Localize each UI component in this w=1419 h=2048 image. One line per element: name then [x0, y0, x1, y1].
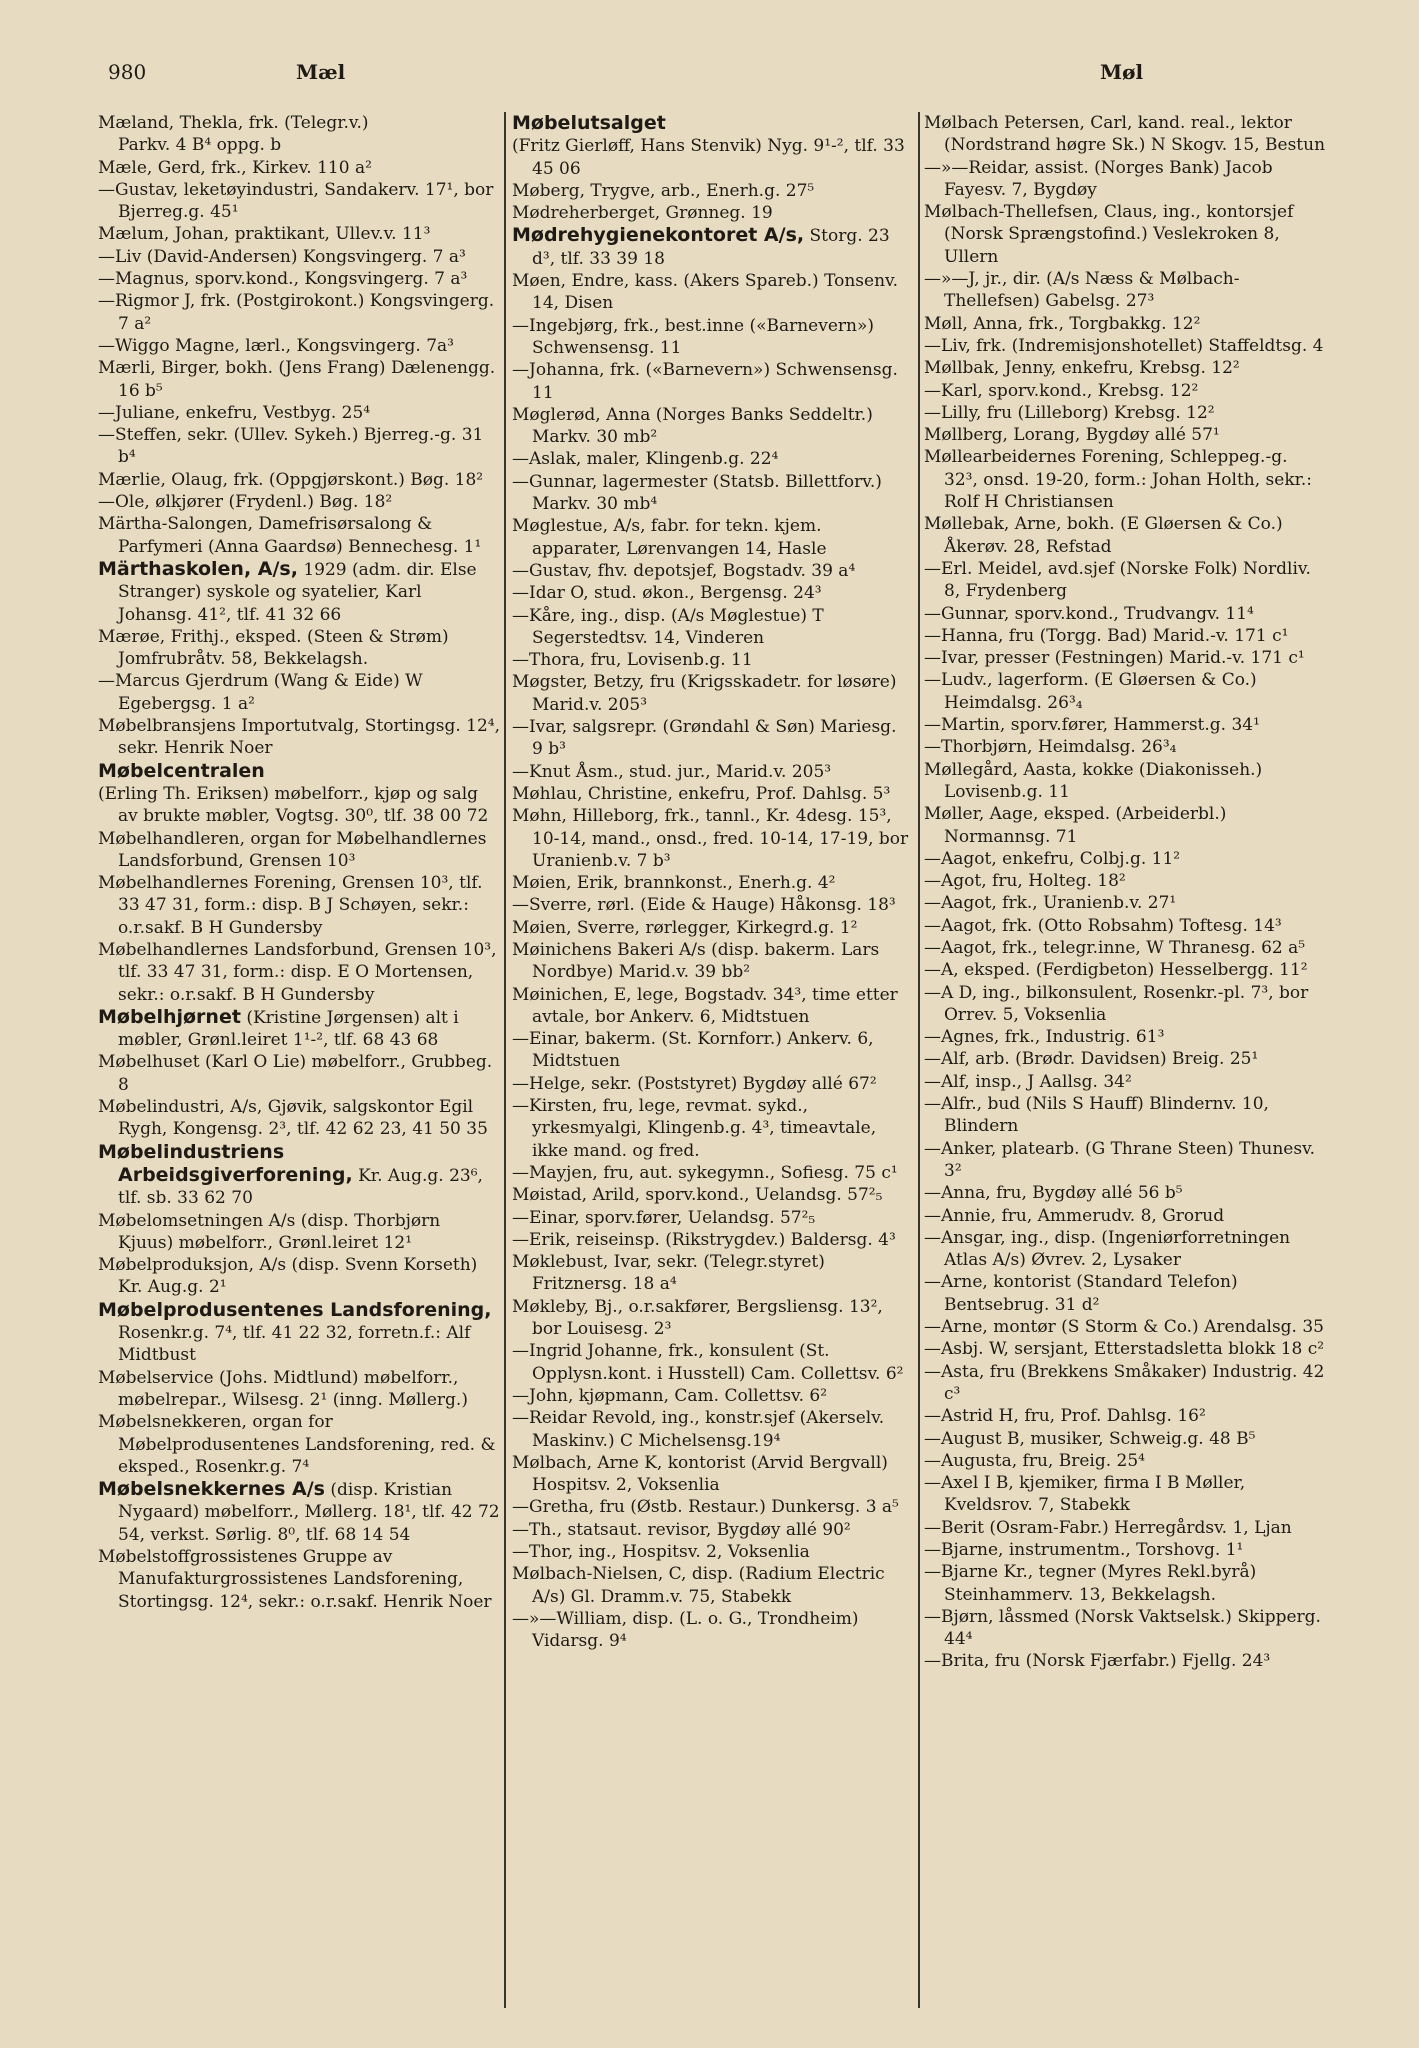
directory-entry: —Helge, sekr. (Poststyret) Bygdøy allé 67²: [512, 1073, 877, 1094]
directory-entry: Mødreherberget, Grønneg. 19: [512, 203, 773, 224]
directory-entry: —Kåre, ing., disp. (A/s Møglestue) T Segerstedtsv. 14, Vinderen: [512, 605, 824, 648]
directory-entry: Møhlau, Christine, enkefru, Prof. Dahlsg. 5³: [512, 783, 891, 804]
directory-entry: [98, 1478, 500, 1546]
directory-entry: —Kirsten, fru, lege, revmat. sykd., yrkesmyalgi, Klingenb.g. 4³, timeavtale, ikke mand. og fred.: [512, 1096, 877, 1161]
directory-entry: —Marcus Gjerdrum (Wang & Eide) W Egebergsg. 1 a²: [98, 671, 423, 714]
directory-entry: Märtha-Salongen, Damefrisørsalong & Parfymeri (Anna Gaardsø) Bennechesg. 1¹: [98, 514, 482, 557]
running-head-right: Møl: [1100, 60, 1144, 84]
directory-entry: —August B, musiker, Schweig.g. 48 B⁵: [924, 1428, 1256, 1449]
directory-entry: Mælum, Johan, praktikant, Ullev.v. 11³: [98, 224, 431, 245]
column-1: [98, 112, 500, 2017]
directory-entry: Møglestue, A/s, fabr. for tekn. kjem. apparater, Lørenvangen 14, Hasle: [512, 516, 827, 559]
directory-entry: —Ludv., lagerform. (E Gløersen & Co.) Heimdalsg. 26³₄: [924, 670, 1257, 713]
directory-entry: Møbelhandleren, organ for Møbelhandlernes Landsforbund, Grensen 10³: [98, 828, 487, 871]
directory-entry: —Agot, fru, Holteg. 18²: [924, 871, 1126, 892]
directory-entry: —Asbj. W, sersjant, Etterstadsletta blokk 18 c²: [924, 1339, 1325, 1360]
directory-entry: —Einar, bakerm. (St. Kornforr.) Ankerv. 6, Midtstuen: [512, 1029, 874, 1072]
directory-entry: Møinichens Bakeri A/s (disp. bakerm. Lars Nordbye) Marid.v. 39 bb²: [512, 939, 880, 983]
directory-entry: [98, 558, 500, 626]
directory-entry: —Anna, fru, Bygdøy allé 56 b⁵: [924, 1183, 1183, 1204]
directory-entry: [98, 1006, 500, 1052]
directory-entry: Møklebust, Ivar, sekr. (Telegr.styret) Fritznersg. 18 a⁴: [512, 1252, 825, 1295]
directory-entry: —Alfr., bud (Nils S Hauff) Blindernv. 10, Blindern: [924, 1094, 1269, 1137]
directory-entry: —Lilly, fru (Lilleborg) Krebsg. 12²: [924, 402, 1215, 423]
entry-heading: Møbelcentralen: [98, 759, 265, 782]
directory-entry: Mølbach-Nielsen, C, disp. (Radium Electric A/s) Gl. Dramm.v. 75, Stabekk: [512, 1564, 885, 1607]
directory-entry: Møbelbransjens Importutvalg, Stortingsg. 12⁴, sekr. Henrik Noer: [98, 716, 500, 759]
directory-entry: Møberg, Trygve, arb., Enerh.g. 27⁵: [512, 180, 815, 201]
directory-entry: Møbelstoffgrossistenes Gruppe av Manufakturgrossistenes Landsforening, Stortingsg. 12⁴, sekr.: o.r.sakf. Henrik Noer: [98, 1547, 492, 1612]
directory-entry: —Ingrid Johanne, frk., konsulent (St. Opplysn.kont. i Husstell) Cam. Collettsv. 6²: [512, 1341, 904, 1384]
directory-entry: —A, eksped. (Ferdigbeton) Hesselbergg. 11²: [924, 960, 1308, 981]
directory-entry: [98, 1299, 500, 1367]
directory-entry: Mæland, Thekla, frk. (Telegr.v.) Parkv. 4 B⁴ oppg. b: [98, 113, 369, 156]
directory-entry: —Ansgar, ing., disp. (Ingeniørforretningen Atlas A/s) Øvrev. 2, Lysaker: [924, 1227, 1291, 1271]
directory-entry: —Gustav, leketøyindustri, Sandakerv. 17¹, bor Bjerreg.g. 45¹: [98, 179, 494, 223]
entry-text: Rosenkr.g. 7⁴, tlf. 41 22 32, forretn.f.: Alf Midtbust: [118, 1323, 471, 1366]
directory-entry: —Annie, fru, Ammerudv. 8, Grorud: [924, 1205, 1225, 1226]
directory-entry: Mærlie, Olaug, frk. (Oppgjørskont.) Bøg. 18²: [98, 469, 484, 490]
directory-entry: —Arne, montør (S Storm & Co.) Arendalsg. 35: [924, 1317, 1324, 1338]
directory-entry: —Mayjen, fru, aut. sykegymn., Sofiesg. 75 c¹: [512, 1162, 898, 1183]
entry-heading: Møbelprodusentenes Landsforening,: [98, 1298, 492, 1321]
directory-entry: Møbelhandlernes Landsforbund, Grensen 10³, tlf. 33 47 31, form.: disp. E O Mortensen, sekr.: o.r.sakf. B H Gundersby: [98, 939, 497, 1005]
column-divider: [504, 112, 506, 2008]
directory-entry: —Gretha, fru (Østb. Restaur.) Dunkersg. 3 a⁵: [512, 1497, 899, 1518]
directory-entry: Møbelproduksjon, A/s (disp. Svenn Korseth) Kr. Aug.g. 2¹: [98, 1255, 478, 1298]
directory-entry: Møhn, Hilleborg, frk., tannl., Kr. 4desg. 15³, 10-14, mand., onsd., fred. 10-14, 17-19, bor Uranienb.v. 7 b³: [512, 806, 909, 871]
entry-heading: Møbelindustriens Arbeidsgiverforening,: [98, 1140, 353, 1186]
directory-entry: —Augusta, fru, Breig. 25⁴: [924, 1450, 1145, 1471]
directory-entry: —Gustav, fhv. depotsjef, Bogstadv. 39 a⁴: [512, 560, 856, 581]
directory-entry: —Karl, sporv.kond., Krebsg. 12²: [924, 380, 1199, 401]
directory-entry: Mæle, Gerd, frk., Kirkev. 110 a²: [98, 157, 372, 178]
directory-entry: —Magnus, sporv.kond., Kongsvingerg. 7 a³: [98, 269, 468, 290]
directory-entry: —Johanna, frk. («Barnevern») Schwensensg. 11: [512, 360, 898, 403]
directory-entry: —Agnes, frk., Industrig. 61³: [924, 1027, 1165, 1048]
directory-entry: —Aagot, frk., telegr.inne, W Thranesg. 62 a⁵: [924, 937, 1306, 958]
directory-entry: Møbelservice (Johs. Midtlund) møbelforr., møbelrepar., Wilsesg. 2¹ (inng. Møllerg.): [98, 1367, 468, 1410]
directory-entry: Mærøe, Frithj., eksped. (Steen & Strøm) Jomfrubråtv. 58, Bekkelagsh.: [98, 626, 449, 670]
directory-entry: Møbelhandlernes Forening, Grensen 10³, tlf. 33 47 31, form.: disp. B J Schøyen, sekr.: o.r.sakf. B H Gundersby: [98, 873, 483, 938]
directory-entry: —Anker, platearb. (G Thrane Steen) Thunesv. 3²: [924, 1138, 1316, 1181]
directory-entry: —Arne, kontorist (Standard Telefon) Bentsebrug. 31 d²: [924, 1272, 1238, 1315]
directory-entry: —Ingebjørg, frk., best.inne («Barnevern») Schwensensg. 11: [512, 315, 875, 358]
directory-entry: —Thor, ing., Hospitsv. 2, Voksenlia: [512, 1542, 810, 1562]
directory-entry: —Aagot, frk. (Otto Robsahm) Toftesg. 14³: [924, 915, 1282, 936]
directory-entry: —Einar, sporv.fører, Uelandsg. 57²₅: [512, 1207, 816, 1228]
directory-entry: Møllberg, Lorang, Bygdøy allé 57¹: [924, 425, 1220, 446]
directory-entry: —Alf, arb. (Brødr. Davidsen) Breig. 25¹: [924, 1049, 1259, 1070]
entry-text: Kr. Aug.g. 23⁶, tlf. sb. 33 62 70: [118, 1165, 483, 1209]
directory-entry: Møller, Aage, eksped. (Arbeiderbl.) Normannsg. 71: [924, 804, 1227, 847]
directory-entry: —Liv, frk. (Indremisjonshotellet) Staffeldtsg. 4: [924, 335, 1324, 356]
directory-entry: —Th., statsaut. revisor, Bygdøy allé 90²: [512, 1519, 851, 1540]
directory-entry: [98, 1141, 500, 1210]
entry-heading: Møbelhjørnet: [98, 1005, 241, 1028]
directory-entry: Møllearbeidernes Forening, Schleppeg.-g. 32³, onsd. 19-20, form.: Johan Holth, sekr.: Rolf H Christiansen: [924, 447, 1313, 513]
directory-entry: Mærli, Birger, bokh. (Jens Frang) Dælenengg. 16 b⁵: [98, 358, 496, 401]
directory-entry: Møll, Anna, frk., Torgbakkg. 12²: [924, 313, 1201, 334]
entry-text: 1929 (adm. dir. Else Stranger) syskole og syatelier, Karl Johansg. 41², tlf. 41 32 66: [118, 559, 477, 625]
directory-entry: (Erling Th. Eriksen) møbelforr., kjøp og salg av brukte møbler, Vogtsg. 30⁰, tlf. 38 00 72: [98, 783, 489, 827]
directory-entry: Møglerød, Anna (Norges Banks Seddeltr.) Markv. 30 mb²: [512, 404, 873, 448]
entry-heading: Märthaskolen, A/s,: [98, 557, 298, 580]
directory-entry: Møbelsnekkeren, organ for Møbelprodusentenes Landsforening, red. & eksped., Rosenkr.g. 7⁴: [98, 1412, 496, 1477]
directory-entry: —Wiggo Magne, lærl., Kongsvingerg. 7a³: [98, 335, 454, 356]
directory-entry: —Aslak, maler, Klingenb.g. 22⁴: [512, 449, 779, 470]
directory-entry: Møkleby, Bj., o.r.sakfører, Bergsliensg. 13², bor Louisesg. 2³: [512, 1296, 883, 1340]
directory-entry: Møbelindustri, A/s, Gjøvik, salgskontor Egil Rygh, Kongensg. 2³, tlf. 42 62 23, 41 50 35: [98, 1097, 488, 1140]
directory-entry: —Gunnar, lagermester (Statsb. Billettforv.) Markv. 30 mb⁴: [512, 471, 882, 515]
directory-entry: (Fritz Gierløff, Hans Stenvik) Nyg. 9¹-², tlf. 33 45 06: [512, 136, 905, 179]
directory-entry: —Sverre, rørl. (Eide & Hauge) Håkonsg. 18³: [512, 895, 896, 916]
directory-entry: —Thorbjørn, Heimdalsg. 26³₄: [924, 737, 1177, 758]
directory-entry: Møllegård, Aasta, kokke (Diakonisseh.) Lovisenb.g. 11: [924, 759, 1263, 802]
entry-heading: Møbelutsalget: [512, 112, 666, 134]
column-divider: [918, 112, 920, 2008]
entry-text: (disp. Kristian Nygaard) møbelforr., Møllerg. 18¹, tlf. 42 72 54, verkst. Sørlig. 8⁰, tlf. 68 14 54: [118, 1480, 500, 1545]
directory-entry: Møinichen, E, lege, Bogstadv. 34³, time etter avtale, bor Ankerv. 6, Midtstuen: [512, 984, 898, 1027]
directory-entry: —Aagot, enkefru, Colbj.g. 11²: [924, 848, 1181, 869]
directory-entry: —Steffen, sekr. (Ullev. Sykeh.) Bjerreg.-g. 31 b⁴: [98, 425, 484, 468]
directory-entry: —Berit (Osram-Fabr.) Herregårdsv. 1, Ljan: [924, 1517, 1292, 1538]
directory-entry: —Ivar, salgsrepr. (Grøndahl & Søn) Mariesg. 9 b³: [512, 717, 897, 760]
directory-entry: —Gunnar, sporv.kond., Trudvangv. 11⁴: [924, 603, 1254, 624]
directory-entry: —Knut Åsm., stud. jur., Marid.v. 205³: [512, 761, 832, 782]
directory-entry: Møgster, Betzy, fru (Krigsskadetr. for løsøre) Marid.v. 205³: [512, 672, 897, 715]
directory-entry: [512, 112, 912, 135]
directory-entry: —John, kjøpmann, Cam. Collettsv. 6²: [512, 1385, 828, 1406]
directory-entry: —Alf, insp., J Aallsg. 34²: [924, 1071, 1132, 1092]
entry-text: (Kristine Jørgensen) alt i møbler, Grønl.leiret 1¹-², tlf. 68 43 68: [118, 1007, 459, 1051]
directory-entry: —Martin, sporv.fører, Hammerst.g. 34¹: [924, 715, 1260, 736]
directory-entry: Møllebak, Arne, bokh. (E Gløersen & Co.) Åkerøv. 28, Refstad: [924, 514, 1283, 557]
directory-entry: —Hanna, fru (Torgg. Bad) Marid.-v. 171 c¹: [924, 625, 1289, 646]
directory-entry: —Brita, fru (Norsk Fjærfabr.) Fjellg. 24³: [924, 1651, 1271, 1672]
directory-entry: Møbelhuset (Karl O Lie) møbelforr., Grubbeg. 8: [98, 1052, 493, 1095]
directory-entry: Mølbach-Thellefsen, Claus, ing., kontorsjef (Norsk Sprængstofind.) Veslekroken 8, Ullern: [924, 202, 1294, 267]
directory-entry: Møistad, Arild, sporv.kond., Uelandsg. 57²₅: [512, 1185, 883, 1206]
directory-entry: —Reidar Revold, ing., konstr.sjef (Akerselv. Maskinv.) C Michelsensg.19⁴: [512, 1408, 885, 1451]
directory-entry: Møien, Sverre, rørlegger, Kirkegrd.g. 1²: [512, 917, 858, 938]
directory-entry: —Idar O, stud. økon., Bergensg. 24³: [512, 583, 822, 604]
directory-entry: —Ole, ølkjører (Frydenl.) Bøg. 18²: [98, 492, 393, 513]
directory-entry: Møien, Erik, brannkonst., Enerh.g. 4²: [512, 873, 836, 894]
directory-entry: —A D, ing., bilkonsulent, Rosenkr.-pl. 7³, bor Orrev. 5, Voksenlia: [924, 982, 1309, 1025]
directory-entry: —Rigmor J, frk. (Postgirokont.) Kongsvingerg. 7 a²: [98, 291, 495, 334]
directory-entry: —Liv (David-Andersen) Kongsvingerg. 7 a³: [98, 246, 466, 267]
directory-entry: —Asta, fru (Brekkens Småkaker) Industrig. 42 c³: [924, 1361, 1325, 1404]
directory-entry: —Bjørn, låssmed (Norsk Vaktselsk.) Skipperg. 44⁴: [924, 1606, 1321, 1650]
directory-entry: —Astrid H, fru, Prof. Dahlsg. 16²: [924, 1406, 1206, 1427]
directory-entry: —Erik, reiseinsp. (Rikstrygdev.) Baldersg. 4³: [512, 1229, 896, 1250]
directory-entry: Møllbak, Jenny, enkefru, Krebsg. 12²: [924, 358, 1240, 379]
directory-entry: Møbelomsetningen A/s (disp. Thorbjørn Kjuus) møbelforr., Grønl.leiret 12¹: [98, 1210, 441, 1253]
directory-entry: —Thora, fru, Lovisenb.g. 11: [512, 650, 753, 671]
directory-entry: —»—J, jr., dir. (A/s Næss & Mølbach-Thellefsen) Gabelsg. 27³: [924, 269, 1240, 312]
directory-entry: —»—Reidar, assist. (Norges Bank) Jacob Fayesv. 7, Bygdøy: [924, 157, 1273, 200]
directory-entry: Mølbach, Arne K, kontorist (Arvid Bergvall) Hospitsv. 2, Voksenlia: [512, 1452, 888, 1496]
running-head-left: Mæl: [296, 60, 346, 84]
directory-entry: —Axel I B, kjemiker, firma I B Møller, Kveldsrov. 7, Stabekk: [924, 1473, 1246, 1516]
column-3: [924, 112, 1326, 2017]
directory-entry: [98, 760, 500, 783]
directory-entry: Møen, Endre, kass. (Akers Spareb.) Tonsenv. 14, Disen: [512, 271, 899, 314]
directory-entry: —Ivar, presser (Festningen) Marid.-v. 171 c¹: [924, 648, 1305, 669]
entry-text: Storg. 23 d³, tlf. 33 39 18: [532, 226, 890, 269]
directory-entry: Mølbach Petersen, Carl, kand. real., lektor (Nordstrand høgre Sk.) N Skogv. 15, Bestun: [924, 113, 1326, 156]
directory-entry: [512, 224, 912, 270]
entry-heading: Mødrehygienekontoret A/s,: [512, 224, 805, 247]
directory-entry: —»—William, disp. (L. o. G., Trondheim) Vidarsg. 9⁴: [512, 1608, 859, 1652]
page-number: 980: [108, 60, 147, 84]
directory-entry: —Erl. Meidel, avd.sjef (Norske Folk) Nordliv. 8, Frydenberg: [924, 558, 1311, 602]
directory-entry: —Juliane, enkefru, Vestbyg. 25⁴: [98, 402, 371, 423]
entry-heading: Møbelsnekkernes A/s: [98, 1478, 325, 1501]
directory-entry: —Bjarne Kr., tegner (Myres Rekl.byrå) Steinhammerv. 13, Bekkelagsh.: [924, 1562, 1257, 1605]
directory-entry: —Bjarne, instrumentm., Torshovg. 1¹: [924, 1540, 1244, 1560]
directory-entry: —Aagot, frk., Uranienb.v. 27¹: [924, 893, 1177, 914]
column-2: [512, 112, 912, 2017]
